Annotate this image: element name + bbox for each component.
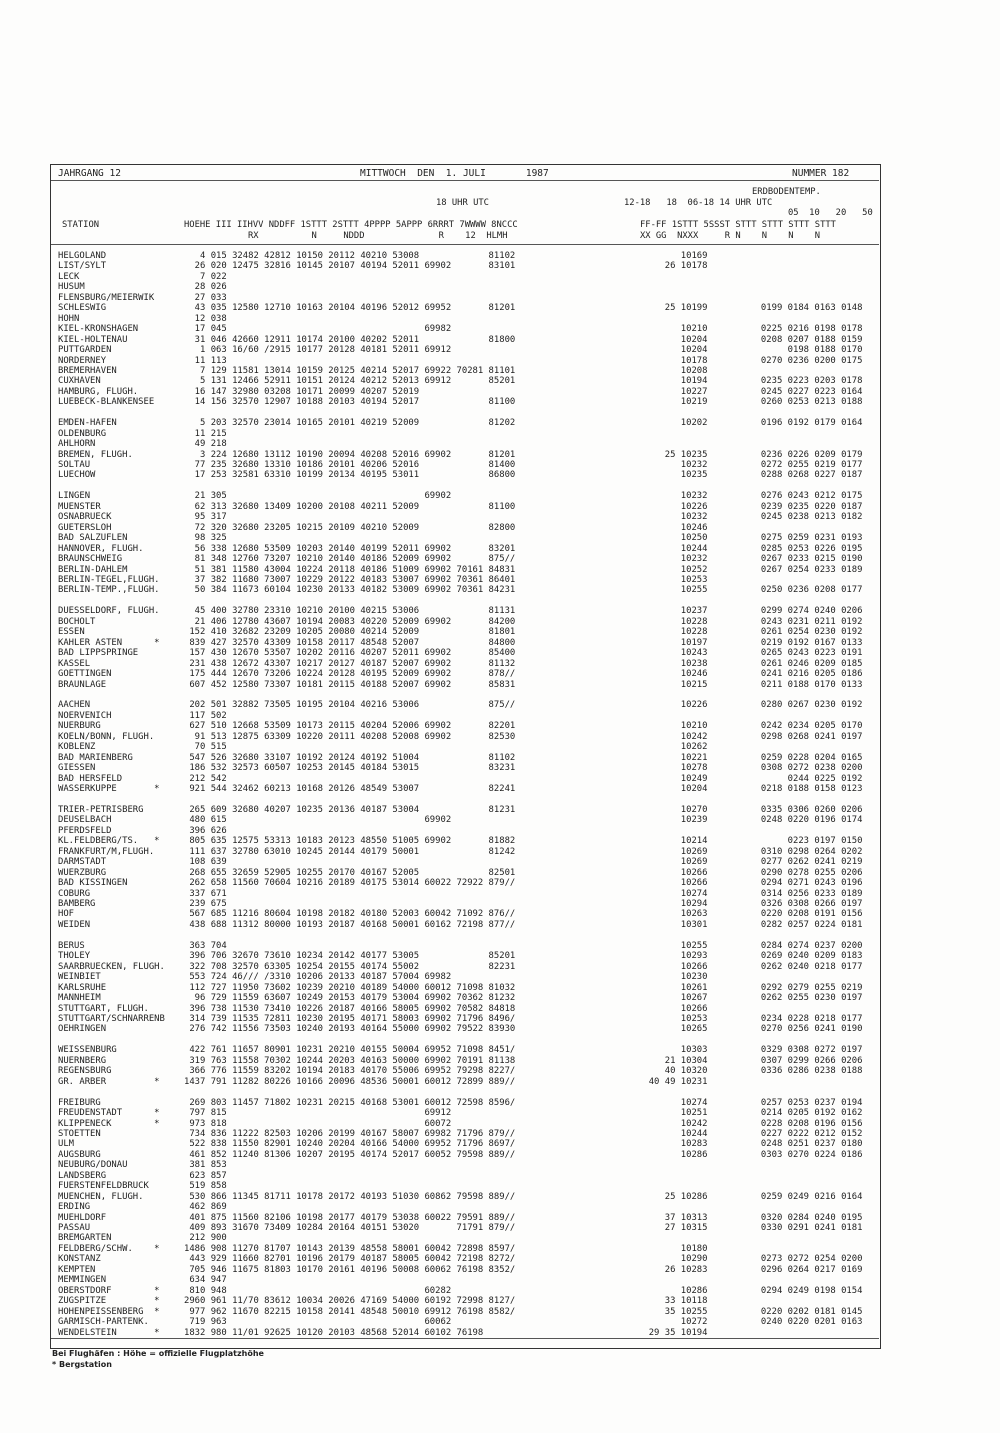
col-head-soil: ERDBODENTEMP. <box>752 187 821 197</box>
station-name: BERLIN-TEMP.,FLUGH. <box>58 585 160 596</box>
observation-codes: 337 671 <box>184 888 227 899</box>
observation-codes: 443 929 11660 82701 10196 20179 40187 58005 60042 72198 8272/ <box>184 1254 516 1265</box>
observation-codes: 49 218 <box>184 439 227 450</box>
station-name: BAMBERG <box>58 899 96 910</box>
station-name: WEISSENBURG <box>58 1045 117 1056</box>
soil-and-extremes: 10263 0220 0208 0191 0156 <box>622 909 863 920</box>
observation-codes: 175 444 12670 73206 10224 20128 40195 52009 69902 878// <box>184 669 516 680</box>
soil-and-extremes: 10246 <box>622 522 708 533</box>
observation-codes: 567 685 11216 80604 10198 20182 40180 52003 60042 71092 876// <box>184 909 516 920</box>
observation-codes: 462 869 <box>184 1202 227 1213</box>
soil-and-extremes: 10262 <box>622 742 708 753</box>
station-name: STOETTEN <box>58 1128 101 1139</box>
station-name: AACHEN <box>58 700 91 711</box>
soil-and-extremes: 10202 0196 0192 0179 0164 <box>622 418 863 429</box>
soil-and-extremes: 10301 0282 0257 0224 0181 <box>622 919 863 930</box>
observation-codes: 734 836 11222 82503 10206 20199 40167 58007 69982 71796 879// <box>184 1128 516 1139</box>
observation-codes: 623 857 <box>184 1170 227 1181</box>
soil-and-extremes: 10232 0272 0255 0219 0177 <box>622 460 863 471</box>
soil-and-extremes: 10253 0234 0228 0218 0177 <box>622 1013 863 1024</box>
soil-and-extremes: 10214 0223 0197 0150 <box>622 836 863 847</box>
station-name: ERDING <box>58 1202 91 1213</box>
soil-and-extremes: 10265 0270 0256 0241 0190 <box>622 1024 863 1035</box>
observation-codes: 1437 791 11282 80226 10166 20096 48536 50001 60012 72899 889// <box>184 1076 516 1087</box>
soil-and-extremes: 10243 0265 0243 0223 0191 <box>622 648 863 659</box>
soil-and-extremes: 10228 0261 0254 0230 0192 <box>622 627 863 638</box>
observation-codes: 11 113 <box>184 355 227 366</box>
observation-codes: 186 532 32573 60507 10253 20145 40184 53015 83231 <box>184 763 516 774</box>
station-name: AUGSBURG <box>58 1149 101 1160</box>
soil-and-extremes: 26 10283 0296 0264 0217 0169 <box>622 1264 863 1275</box>
soil-and-extremes: 10228 0243 0231 0211 0192 <box>622 616 863 627</box>
col-head-18utc: 18 UHR UTC <box>436 198 489 208</box>
soil-and-extremes: 10244 0227 0222 0212 0152 <box>622 1128 863 1139</box>
soil-and-extremes: 10219 0260 0253 0213 0188 <box>622 397 863 408</box>
observation-codes: 152 410 32682 23209 10205 20080 40214 52009 81801 <box>184 627 516 638</box>
soil-and-extremes: 10252 0267 0254 0233 0189 <box>622 564 863 575</box>
bottom-rule <box>51 1338 879 1339</box>
soil-and-extremes: 10274 0257 0253 0237 0194 <box>622 1097 863 1108</box>
station-name: BAD MARIENBERG <box>58 752 133 763</box>
observation-codes: 27 033 <box>184 292 227 303</box>
observation-codes: 519 858 <box>184 1181 227 1192</box>
soil-and-extremes: 10266 0290 0278 0255 0206 <box>622 867 863 878</box>
station-name: BREMEN, FLUGH. <box>58 449 133 460</box>
observation-codes: 7 022 <box>184 271 227 282</box>
observation-codes: 77 235 32680 13310 10186 20101 40206 52016 81400 <box>184 460 516 471</box>
observation-codes: 81 348 12760 73207 10210 20140 40186 52009 69902 875// <box>184 554 516 565</box>
observation-codes: 409 893 31670 73409 10284 20164 40151 53020 71791 879// <box>184 1223 516 1234</box>
observation-codes: 117 502 <box>184 710 227 721</box>
station-name: MUENCHEN, FLUGH. <box>58 1191 144 1202</box>
soil-and-extremes: 10232 0245 0238 0213 0182 <box>622 512 863 523</box>
issue-number: NUMMER 182 <box>792 168 850 179</box>
soil-and-extremes: 10266 0294 0271 0243 0196 <box>622 878 863 889</box>
station-name: KL.FELDBERG/TS. * <box>58 836 160 847</box>
station-name: DUESSELDORF, FLUGH. <box>58 606 160 617</box>
soil-and-extremes: 29 35 10194 <box>622 1327 708 1338</box>
soil-and-extremes: 10194 0235 0223 0203 0178 <box>622 376 863 387</box>
station-name: FUERSTENFELDBRUCK <box>58 1181 149 1192</box>
observation-codes: 634 947 <box>184 1275 227 1286</box>
soil-and-extremes: 35 10255 0220 0202 0181 0145 <box>622 1306 863 1317</box>
station-name: KEMPTEN <box>58 1264 96 1275</box>
station-name: SCHLESWIG <box>58 303 107 314</box>
soil-and-extremes: 10278 0308 0272 0238 0200 <box>622 763 863 774</box>
station-name: KLIPPENECK * <box>58 1118 160 1129</box>
soil-and-extremes: 10269 0277 0262 0241 0219 <box>622 857 863 868</box>
observation-codes: 268 655 32659 52905 10255 20170 40167 52005 82501 <box>184 867 516 878</box>
station-name: CUXHAVEN <box>58 376 101 387</box>
observation-codes: 705 946 11675 81803 10170 20161 40196 50008 60062 76198 8352/ <box>184 1264 516 1275</box>
station-name: GARMISCH-PARTENK. <box>58 1317 149 1328</box>
soil-and-extremes: 10239 0248 0220 0196 0174 <box>622 815 863 826</box>
observation-codes: 2960 961 11/70 83612 10034 20026 47169 54000 60192 72998 8127/ <box>184 1296 516 1307</box>
station-name: KARLSRUHE <box>58 982 107 993</box>
col-head-periods: 12-18 18 06-18 14 UHR UTC <box>624 198 773 208</box>
soil-and-extremes: 10266 0262 0240 0218 0177 <box>622 961 863 972</box>
soil-and-extremes: 10286 0303 0270 0224 0186 <box>622 1149 863 1160</box>
soil-and-extremes: 10272 0240 0220 0201 0163 <box>622 1317 863 1328</box>
observation-codes: 7 129 11581 13014 10159 20125 40214 52017 69922 70281 81101 <box>184 365 516 376</box>
footnote-airports: Bei Flughäfen : Höhe = offizielle Flugplatzhöhe <box>52 1349 264 1358</box>
soil-and-extremes: 10230 <box>622 972 708 983</box>
station-name: HOHN <box>58 313 80 324</box>
observation-codes: 239 675 <box>184 899 227 910</box>
station-name: KIEL-KRONSHAGEN <box>58 324 139 335</box>
station-name: BAD LIPPSPRINGE <box>58 648 139 659</box>
observation-codes: 265 609 32680 40207 10235 20136 40187 53004 81231 <box>184 804 516 815</box>
observation-codes: 269 803 11457 71802 10231 20215 40168 53001 60012 72598 8596/ <box>184 1097 516 1108</box>
soil-and-extremes: 10283 0248 0251 0237 0180 <box>622 1139 863 1150</box>
observation-codes: 553 724 46/// /3310 10206 20133 40187 57004 69982 <box>184 972 452 983</box>
observation-codes: 95 317 <box>184 512 227 523</box>
station-name: HELGOLAND <box>58 251 107 261</box>
station-name: KOBLENZ <box>58 742 96 753</box>
station-name: NUERBURG <box>58 721 101 732</box>
observation-codes: 805 635 12575 53313 10183 20123 48550 51005 69902 81882 <box>184 836 516 847</box>
soil-and-extremes: 10242 0298 0268 0241 0197 <box>622 731 863 742</box>
soil-and-extremes: 33 10118 <box>622 1296 708 1307</box>
station-name: FREIBURG <box>58 1097 101 1108</box>
observation-codes: 37 382 11680 73007 10229 20122 40183 53007 69902 70361 86401 <box>184 575 516 585</box>
soil-and-extremes: 10197 0219 0192 0167 0133 <box>622 637 863 648</box>
soil-and-extremes: 10204 0218 0188 0158 0123 <box>622 784 863 795</box>
soil-and-extremes: 10226 0239 0235 0220 0187 <box>622 501 863 512</box>
col-head-sub: RX N NDDD R 12 HLMH <box>248 231 508 241</box>
col-head-station: STATION <box>62 220 100 230</box>
soil-and-extremes: 10261 0292 0279 0255 0219 <box>622 982 863 993</box>
header-rule <box>51 180 879 181</box>
station-name: NOERVENICH <box>58 710 112 721</box>
soil-and-extremes: 10204 0208 0207 0188 0159 <box>622 334 863 345</box>
station-name: TRIER-PETRISBERG <box>58 804 144 815</box>
observation-codes: 26 020 12475 32816 10145 20107 40194 52011 69902 83101 <box>184 261 516 272</box>
observation-codes: 72 320 32680 23205 10215 20109 40210 52009 82800 <box>184 522 516 533</box>
soil-and-extremes: 10274 0314 0256 0233 0189 <box>622 888 863 899</box>
observation-codes: 627 510 12668 53509 10173 20115 40204 52006 69902 82201 <box>184 721 516 732</box>
observation-codes: 839 427 32570 43309 10158 20117 48548 52007 84800 <box>184 637 516 648</box>
soil-and-extremes: 40 49 10231 <box>622 1076 708 1087</box>
observation-codes: 422 761 11657 80901 10231 20210 40155 50004 69952 71098 8451/ <box>184 1045 516 1056</box>
station-name: BAD HERSFELD <box>58 773 123 784</box>
observation-codes: 212 900 <box>184 1233 227 1244</box>
observation-codes: 98 325 <box>184 533 227 544</box>
station-name: BERLIN-TEGEL,FLUGH. <box>58 575 160 585</box>
station-name: GR. ARBER * <box>58 1076 160 1087</box>
station-name: MUEHLDORF <box>58 1212 107 1223</box>
observation-codes: 480 615 69902 <box>184 815 452 826</box>
soil-and-extremes: 10251 0214 0205 0192 0162 <box>622 1108 863 1119</box>
station-name: HUSUM <box>58 282 85 293</box>
station-name: FELDBERG/SCHW. * <box>58 1243 160 1254</box>
observation-codes: 4 015 32482 42812 10150 20112 40210 53008 81102 <box>184 251 516 261</box>
station-name: WASSERKUPPE * <box>58 784 160 795</box>
observation-codes: 21 406 12780 43607 10194 20083 40220 52009 69902 84200 <box>184 616 516 627</box>
observation-codes: 11 215 <box>184 428 227 439</box>
station-name: PUTTGARDEN <box>58 345 112 356</box>
soil-and-extremes: 10180 <box>622 1243 708 1254</box>
col-head-sub-right: XX GG NXXX R N N N N <box>640 231 821 241</box>
observation-codes: 1486 908 11270 81707 10143 20139 48558 58001 60042 72898 8597/ <box>184 1243 516 1254</box>
volume-label: JAHRGANG 12 <box>58 168 121 179</box>
station-name: BRAUNSCHWEIG <box>58 554 123 565</box>
station-name: LECK <box>58 271 80 282</box>
station-table <box>58 251 878 1345</box>
observation-codes: 16 147 32980 03208 10171 20099 40207 52019 <box>184 386 420 397</box>
observation-codes: 202 501 32882 73505 10195 20104 40216 53006 875// <box>184 700 516 711</box>
soil-and-extremes: 10237 0299 0274 0240 0206 <box>622 606 863 617</box>
soil-and-extremes: 10294 0326 0308 0266 0197 <box>622 899 863 910</box>
observation-codes: 14 156 32570 12907 10188 20103 40194 52017 81100 <box>184 397 516 408</box>
observation-codes: 62 313 32680 13409 10200 20108 40211 52009 81100 <box>184 501 516 512</box>
observation-codes: 977 962 11670 82215 10158 20141 48548 50010 69912 76198 8582/ <box>184 1306 516 1317</box>
station-name: WEINBIET <box>58 972 101 983</box>
observation-codes: 28 026 <box>184 282 227 293</box>
soil-and-extremes: 10250 0275 0259 0231 0193 <box>622 533 863 544</box>
soil-and-extremes: 10178 0270 0236 0200 0175 <box>622 355 863 366</box>
observation-codes: 319 763 11558 70302 10244 20203 40163 50000 69902 70191 81138 <box>184 1055 516 1066</box>
observation-codes: 522 838 11550 82901 10240 20204 40166 54000 69952 71796 8697/ <box>184 1139 516 1150</box>
observation-codes: 111 637 32780 63010 10245 20144 40179 50001 81242 <box>184 846 516 857</box>
station-name: LINGEN <box>58 491 91 502</box>
soil-and-extremes: 10235 0288 0268 0227 0187 <box>622 470 863 481</box>
observation-codes: 366 776 11559 83202 10194 20183 40170 55006 69952 79298 8227/ <box>184 1066 516 1077</box>
station-name: NEUBURG/DONAU <box>58 1160 128 1171</box>
date-label: MITTWOCH DEN 1. JULI 1987 <box>360 168 549 179</box>
station-name: STUTTGART, FLUGH. <box>58 1003 149 1014</box>
station-name: KIEL-HOLTENAU <box>58 334 128 345</box>
observation-codes: 973 818 60072 <box>184 1118 452 1129</box>
observation-codes: 314 739 11535 72811 10230 20195 40171 58003 69902 71796 8496/ <box>184 1013 516 1024</box>
soil-and-extremes: 10270 0335 0306 0260 0206 <box>622 804 863 815</box>
station-name: STUTTGART/SCHNARRENB <box>58 1013 165 1024</box>
soil-and-extremes: 10204 0198 0188 0170 <box>622 345 863 356</box>
station-name: GOETTINGEN <box>58 669 112 680</box>
station-name: LANDSBERG <box>58 1170 107 1181</box>
soil-and-extremes: 10286 0294 0249 0198 0154 <box>622 1285 863 1296</box>
soil-and-extremes: 10303 0329 0308 0272 0197 <box>622 1045 863 1056</box>
observation-codes: 607 452 12580 73307 10181 20115 40188 52007 69902 85831 <box>184 679 516 690</box>
soil-and-extremes: 10253 <box>622 575 708 585</box>
observation-codes: 461 852 11240 81306 10207 20195 40174 52017 60052 79598 889// <box>184 1149 516 1160</box>
station-name: REGENSBURG <box>58 1066 112 1077</box>
observation-codes: 5 131 12466 52911 10151 20124 40212 52013 69912 85201 <box>184 376 516 387</box>
soil-and-extremes: 10267 0262 0255 0230 0197 <box>622 993 863 1004</box>
station-name: ZUGSPITZE * <box>58 1296 160 1307</box>
observation-codes: 396 626 <box>184 825 227 836</box>
station-name: KAHLER ASTEN * <box>58 637 160 648</box>
soil-and-extremes: 10246 0241 0216 0205 0186 <box>622 669 863 680</box>
observation-codes: 530 866 11345 81711 10178 20172 40193 51030 60862 79598 889// <box>184 1191 516 1202</box>
station-name: LUEBECK-BLANKENSEE <box>58 397 155 408</box>
observation-codes: 108 639 <box>184 857 227 868</box>
station-name: ESSEN <box>58 627 85 638</box>
observation-codes: 45 400 32780 23310 10210 20100 40215 53006 81131 <box>184 606 516 617</box>
soil-and-extremes: 25 10286 0259 0249 0216 0164 <box>622 1191 863 1202</box>
column-rule <box>51 244 879 245</box>
footnote-mountain: * Bergstation <box>52 1360 112 1369</box>
station-name: GIESSEN <box>58 763 96 774</box>
station-name: NORDERNEY <box>58 355 107 366</box>
station-name: BREMGARTEN <box>58 1233 112 1244</box>
station-name: BAD SALZUFLEN <box>58 533 128 544</box>
soil-and-extremes: 10226 0280 0267 0230 0192 <box>622 700 863 711</box>
station-name: HAMBURG, FLUGH. <box>58 386 139 397</box>
station-name: WUERZBURG <box>58 867 107 878</box>
soil-and-extremes: 10244 0285 0253 0226 0195 <box>622 543 863 554</box>
station-name: MUENSTER <box>58 501 101 512</box>
station-name: LIST/SYLT <box>58 261 107 272</box>
station-name: LUECHOW <box>58 470 96 481</box>
station-name: GUETERSLOH <box>58 522 112 533</box>
soil-and-extremes: 37 10313 0320 0284 0240 0195 <box>622 1212 863 1223</box>
soil-and-extremes: 10208 <box>622 365 708 376</box>
observation-codes: 363 704 <box>184 940 227 951</box>
soil-and-extremes: 10266 <box>622 1003 708 1014</box>
observation-codes: 262 658 11560 70604 10216 20189 40175 53014 60022 72922 879// <box>184 878 516 889</box>
col-head-codes: HOEHE III IIHVV NDDFF 1STTT 2STTT 4PPPP 5APPP 6RRRT 7WWWW 8NCCC <box>184 220 518 230</box>
soil-and-extremes: 27 10315 0330 0291 0241 0181 <box>622 1223 863 1234</box>
station-name: PASSAU <box>58 1223 91 1234</box>
soil-and-extremes: 10242 0228 0208 0196 0156 <box>622 1118 863 1129</box>
observation-codes: 1832 980 11/01 92625 10120 20103 48568 52014 60102 76198 <box>184 1327 484 1338</box>
soil-and-extremes: 26 10178 <box>622 261 708 272</box>
station-name: WEIDEN <box>58 919 91 930</box>
station-name: NUERNBERG <box>58 1055 107 1066</box>
observation-codes: 17 253 32581 63310 10199 20134 40195 53011 86800 <box>184 470 516 481</box>
col-head-codes-right: FF-FF 1STTT 5SSST STTT STTT STTT STTT <box>640 220 836 230</box>
observation-codes: 157 430 12670 53507 10202 20116 40207 52011 69902 85400 <box>184 648 516 659</box>
soil-and-extremes: 10227 0245 0227 0223 0164 <box>622 386 863 397</box>
observation-codes: 70 515 <box>184 742 227 753</box>
observation-codes: 381 853 <box>184 1160 227 1171</box>
observation-codes: 50 384 11673 60104 10230 20133 40182 53009 69902 70361 84231 <box>184 585 516 596</box>
station-name: AHLHORN <box>58 439 96 450</box>
observation-codes: 112 727 11950 73602 10239 20210 40189 54000 60012 71098 81032 <box>184 982 516 993</box>
soil-and-extremes: 10255 0250 0236 0208 0177 <box>622 585 863 596</box>
soil-and-extremes: 40 10320 0336 0286 0238 0188 <box>622 1066 863 1077</box>
station-name: MANNHEIM <box>58 993 101 1004</box>
station-name: ULM <box>58 1139 75 1150</box>
station-name: KONSTANZ <box>58 1254 101 1265</box>
soil-and-extremes: 10221 0259 0228 0204 0165 <box>622 752 863 763</box>
soil-and-extremes: 10215 0211 0188 0170 0133 <box>622 679 863 690</box>
station-name: FLENSBURG/MEIERWIK <box>58 292 155 303</box>
soil-and-extremes: 10169 <box>622 251 708 261</box>
observation-codes: 31 046 42660 12911 10174 20100 40202 52011 81800 <box>184 334 516 345</box>
station-name: SOLTAU <box>58 460 91 471</box>
soil-and-extremes: 21 10304 0307 0299 0266 0206 <box>622 1055 863 1066</box>
station-name: HANNOVER, FLUGH. <box>58 543 144 554</box>
station-name: KASSEL <box>58 658 91 669</box>
observation-codes: 1 063 16/60 /2915 10177 20128 40181 52011 69912 <box>184 345 452 356</box>
station-name: OEHRINGEN <box>58 1024 107 1035</box>
observation-codes: 96 729 11559 63607 10249 20153 40179 53004 69902 70362 81232 <box>184 993 516 1004</box>
station-name: SAARBRUECKEN, FLUGH. <box>58 961 165 972</box>
col-head-depths: 05 10 20 50 <box>788 208 873 218</box>
observation-codes: 276 742 11556 73503 10240 20193 40164 55000 69902 79522 83930 <box>184 1024 516 1035</box>
soil-and-extremes: 25 10199 0199 0184 0163 0148 <box>622 303 863 314</box>
observation-codes: 3 224 12680 13112 10190 20094 40208 52016 69902 81201 <box>184 449 516 460</box>
station-name: OSNABRUECK <box>58 512 112 523</box>
station-name: FRANKFURT/M,FLUGH. <box>58 846 155 857</box>
observation-codes: 56 338 12680 53509 10203 20140 40199 52011 69902 83201 <box>184 543 516 554</box>
station-name: BERLIN-DAHLEM <box>58 564 128 575</box>
observation-codes: 51 381 11580 43004 10224 20118 40186 51009 69902 70161 84831 <box>184 564 516 575</box>
observation-codes: 396 738 11530 73410 10226 20187 40166 58005 69902 70582 84818 <box>184 1003 516 1014</box>
station-name: BRAUNLAGE <box>58 679 107 690</box>
observation-codes: 43 035 12580 12710 10163 20104 40196 52012 69952 81201 <box>184 303 516 314</box>
observation-codes: 5 203 32570 23014 10165 20101 40219 52009 81202 <box>184 418 516 429</box>
station-name: HOHENPEISSENBERG * <box>58 1306 160 1317</box>
station-name: HOF <box>58 909 75 920</box>
soil-and-extremes: 10210 0225 0216 0198 0178 <box>622 324 863 335</box>
observation-codes: 91 513 12875 63309 10220 20111 40208 52008 69902 82530 <box>184 731 516 742</box>
observation-codes: 719 963 60062 <box>184 1317 452 1328</box>
observation-codes: 921 544 32462 60213 10168 20126 48549 53007 82241 <box>184 784 516 795</box>
station-name: BREMERHAVEN <box>58 365 117 376</box>
station-name: BERUS <box>58 940 85 951</box>
station-name: FREUDENSTADT * <box>58 1108 160 1119</box>
station-name: EMDEN-HAFEN <box>58 418 117 429</box>
soil-and-extremes: 10232 0267 0233 0215 0190 <box>622 554 863 565</box>
station-name: COBURG <box>58 888 91 899</box>
soil-and-extremes: 10238 0261 0246 0209 0185 <box>622 658 863 669</box>
soil-and-extremes: 10293 0269 0240 0209 0183 <box>622 951 863 962</box>
soil-and-extremes: 10290 0273 0272 0254 0200 <box>622 1254 863 1265</box>
station-name: BOCHOLT <box>58 616 96 627</box>
observation-codes: 322 708 32570 63305 10254 20155 40174 55002 82231 <box>184 961 516 972</box>
observation-codes: 810 948 60282 <box>184 1285 452 1296</box>
observation-codes: 547 526 32680 33107 10192 20124 40192 51004 81102 <box>184 752 516 763</box>
observation-codes: 396 706 32670 73610 10234 20142 40177 53005 85201 <box>184 951 516 962</box>
observation-codes: 21 305 69902 <box>184 491 452 502</box>
station-name: PFERDSFELD <box>58 825 112 836</box>
soil-and-extremes: 10255 0284 0274 0237 0200 <box>622 940 863 951</box>
soil-and-extremes: 10232 0276 0243 0212 0175 <box>622 491 863 502</box>
observation-codes: 401 875 11560 82106 10198 20177 40179 53038 60022 79591 889// <box>184 1212 516 1223</box>
station-name: BAD KISSINGEN <box>58 878 128 889</box>
station-name: DARMSTADT <box>58 857 107 868</box>
soil-and-extremes: 10249 0244 0225 0192 <box>622 773 863 784</box>
observation-codes: 17 045 69982 <box>184 324 452 335</box>
station-name: THOLEY <box>58 951 91 962</box>
soil-and-extremes: 10210 0242 0234 0205 0170 <box>622 721 863 732</box>
station-name: OBERSTDORF * <box>58 1285 160 1296</box>
station-name: DEUSELBACH <box>58 815 112 826</box>
station-name: OLDENBURG <box>58 428 107 439</box>
soil-and-extremes: 25 10235 0236 0226 0209 0179 <box>622 449 863 460</box>
station-name: MEMMINGEN <box>58 1275 107 1286</box>
observation-codes: 797 815 69912 <box>184 1108 452 1119</box>
observation-codes: 438 688 11312 80000 10193 20187 40168 50001 60162 72198 877// <box>184 919 516 930</box>
station-name: KOELN/BONN, FLUGH. <box>58 731 155 742</box>
observation-codes: 231 438 12672 43307 10217 20127 40187 52007 69902 81132 <box>184 658 516 669</box>
station-name: WENDELSTEIN * <box>58 1327 160 1338</box>
observation-codes: 12 038 <box>184 313 227 324</box>
soil-and-extremes: 10269 0310 0298 0264 0202 <box>622 846 863 857</box>
observation-codes: 212 542 <box>184 773 227 784</box>
